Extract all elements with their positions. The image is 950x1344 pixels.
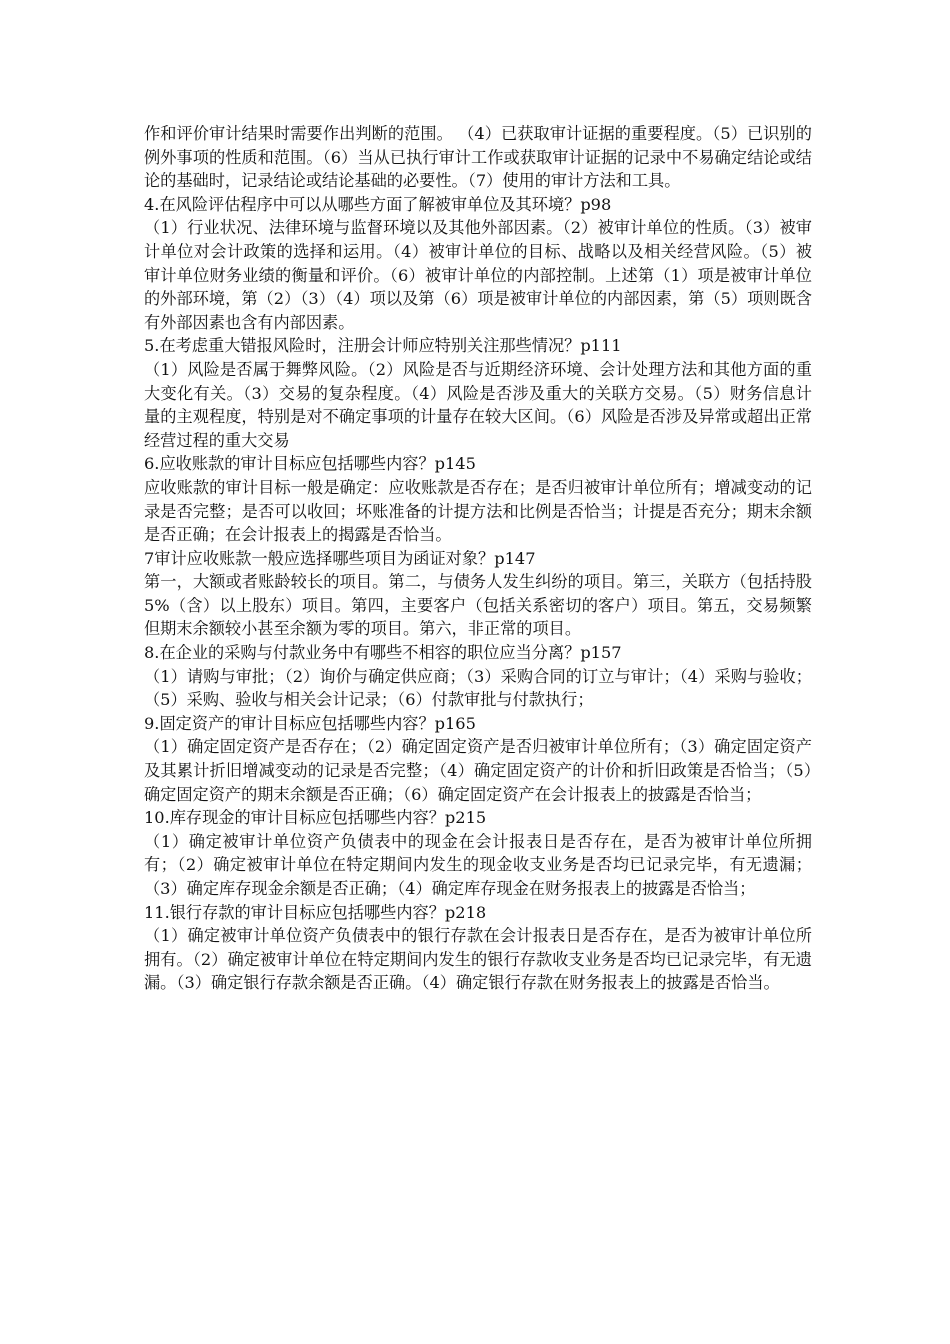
question-heading: 11.银行存款的审计目标应包括哪些内容？p218: [144, 902, 487, 922]
question-heading: 4.在风险评估程序中可以从哪些方面了解被审单位及其环境？p98: [144, 194, 612, 214]
answer-paragraph: （1）行业状况、法律环境与监督环境以及其他外部因素。（2）被审计单位的性质。（3）被审计单位对会计政策的选择和运用。（4）被审计单位的目标、战略以及相关经营风险。（5）被审计单位财务业绩的衡量和评价。（6）被审计单位的内部控制。上述第（1）项是被审计单位的外部环境，第（2）（3）（4）项以及第（6）项是被审计单位的内部因素，第（5）项则既含有外部因素也含有内部因素。: [144, 218, 812, 332]
document-page: [144, 122, 812, 995]
answer-paragraph: 作和评价审计结果时需要作出判断的范围。 （4）已获取审计证据的重要程度。（5）已识别的例外事项的性质和范围。（6）当从已执行审计工作或获取审计证据的记录中不易确定结论或结论的基础时，记录结论或结论基础的必要性。（7）使用的审计方法和工具。: [144, 124, 812, 191]
answer-paragraph: 第一，大额或者账龄较长的项目。第二，与债务人发生纠纷的项目。第三，关联方（包括持股5%（含）以上股东）项目。第四，主要客户（包括关系密切的客户）项目。第五，交易频繁但期末余额较小甚至余额为零的项目。第六，非正常的项目。: [144, 572, 812, 639]
question-heading: 5.在考虑重大错报风险时，注册会计师应特别关注那些情况？p111: [144, 336, 622, 356]
answer-paragraph: （1）确定固定资产是否存在；（2）确定固定资产是否归被审计单位所有；（3）确定固定资产及其累计折旧增减变动的记录是否完整；（4）确定固定资产的计价和折旧政策是否恰当；（5）确定固定资产的期末余额是否正确；（6）确定固定资产在会计报表上的披露是否恰当；: [144, 737, 812, 804]
question-heading: 6.应收账款的审计目标应包括哪些内容？p145: [144, 454, 476, 474]
answer-paragraph: （1）确定被审计单位资产负债表中的现金在会计报表日是否存在，是否为被审计单位所拥有；（2）确定被审计单位在特定期间内发生的现金收支业务是否均已记录完毕，有无遗漏；（3）确定库存现金余额是否正确；（4）确定库存现金在财务报表上的披露是否恰当；: [144, 831, 812, 898]
question-heading: 7审计应收账款一般应选择哪些项目为函证对象？p147: [144, 548, 536, 568]
question-heading: 10.库存现金的审计目标应包括哪些内容？p215: [144, 808, 487, 828]
answer-paragraph: （1）风险是否属于舞弊风险。（2）风险是否与近期经济环境、会计处理方法和其他方面的重大变化有关。（3）交易的复杂程度。（4）风险是否涉及重大的关联方交易。（5）财务信息计量的主观程度，特别是对不确定事项的计量存在较大区间。（6）风险是否涉及异常或超出正常经营过程的重大交易: [144, 359, 812, 450]
question-heading: 8.在企业的采购与付款业务中有哪些不相容的职位应当分离？p157: [144, 643, 622, 663]
answer-paragraph: （1）确定被审计单位资产负债表中的银行存款在会计报表日是否存在，是否为被审计单位所拥有。（2）确定被审计单位在特定期间内发生的银行存款收支业务是否均已记录完毕，有无遗漏。（3）确定银行存款余额是否正确。（4）确定银行存款在财务报表上的披露是否恰当。: [144, 926, 812, 993]
answer-paragraph: 应收账款的审计目标一般是确定：应收账款是否存在；是否归被审计单位所有；增减变动的记录是否完整；是否可以收回；坏账准备的计提方法和比例是否恰当；计提是否充分；期末余额是否正确；在会计报表上的揭露是否恰当。: [144, 477, 812, 545]
question-heading: 9.固定资产的审计目标应包括哪些内容？p165: [144, 713, 476, 733]
answer-paragraph: （1）请购与审批；（2）询价与确定供应商；（3）采购合同的订立与审计；（4）采购与验收；（5）采购、验收与相关会计记录；（6）付款审批与付款执行；: [144, 666, 812, 710]
